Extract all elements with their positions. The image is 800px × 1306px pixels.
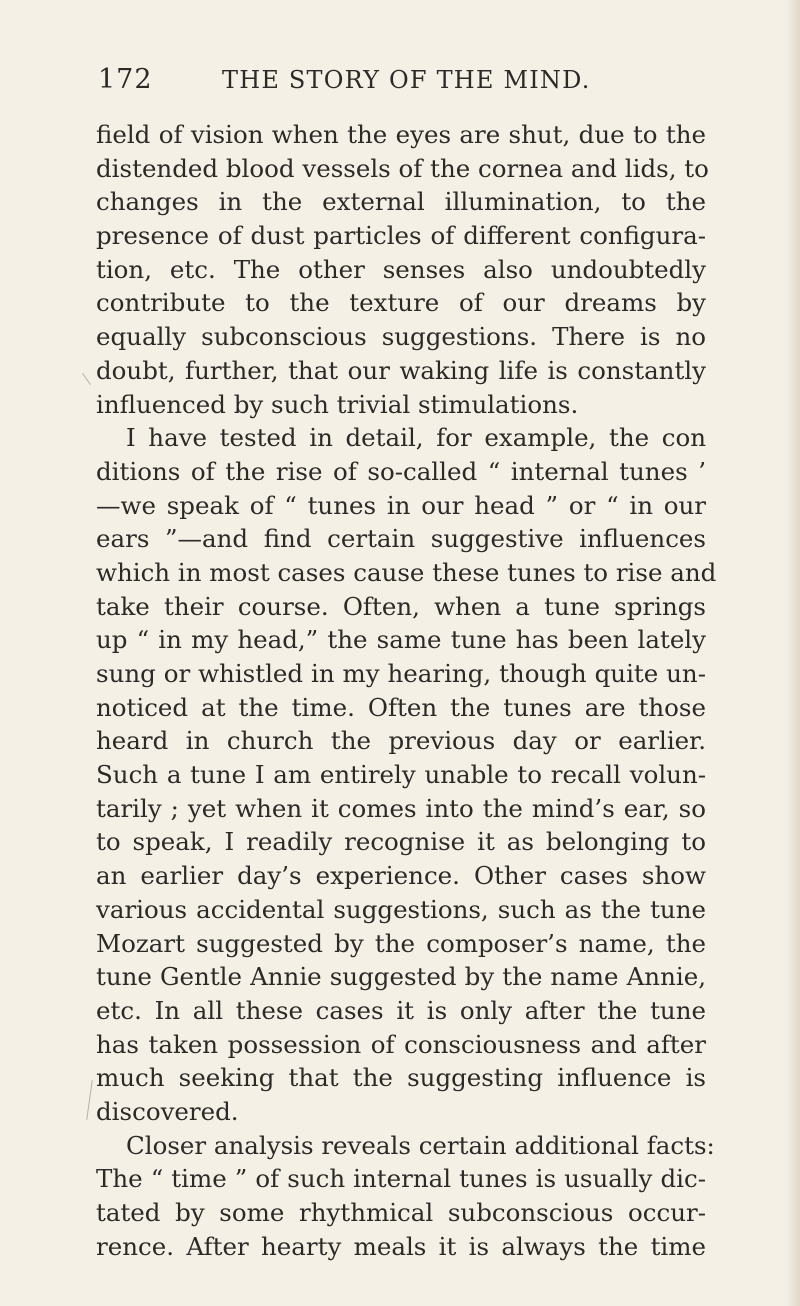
margin-mark <box>82 373 91 385</box>
running-title: THE STORY OF THE MIND. <box>222 66 591 94</box>
text-line: contribute to the texture of our dreams by <box>96 288 706 318</box>
text-line: which in most cases cause these tunes to rise and <box>96 557 717 587</box>
text-line: Such a tune I am entirely unable to recall volun- <box>96 760 706 790</box>
text-line: influenced by such trivial stimulations. <box>96 389 579 419</box>
text-line: distended blood vessels of the cornea and lids, to <box>96 153 709 183</box>
text-line: rence. After hearty meals it is always the time <box>96 1231 706 1261</box>
text-line: —we speak of “ tunes in our head ” or “ in our <box>96 490 706 520</box>
text-line: ears ”—and find certain suggestive influences <box>96 524 706 554</box>
text-line: ditions of the rise of so-called “ internal tunes ’ <box>96 456 706 486</box>
text-line: Closer analysis reveals certain additional facts: <box>126 1130 715 1160</box>
text-line: tated by some rhythmical subconscious occur- <box>96 1198 706 1227</box>
page-header <box>98 64 704 98</box>
page-edge-shadow <box>786 0 800 1306</box>
text-line: equally subconscious suggestions. There is no <box>96 322 706 352</box>
text-line: doubt, further, that our waking life is constantly <box>96 355 706 385</box>
text-line: up “ in my head,” the same tune has been lately <box>96 625 706 655</box>
text-line: much seeking that the suggesting influence is <box>96 1063 706 1093</box>
text-line: tarily ; yet when it comes into the mind’s ear, so <box>96 793 706 823</box>
text-line: heard in church the previous day or earlier. <box>96 726 706 756</box>
text-line: changes in the external illumination, to the <box>96 187 706 217</box>
text-line: The “ time ” of such internal tunes is usually dic- <box>96 1164 706 1194</box>
text-line: presence of dust particles of different configura- <box>96 221 706 251</box>
text-line: an earlier day’s experience. Other cases show <box>96 861 706 891</box>
margin-mark <box>86 1080 93 1120</box>
text-line: I have tested in detail, for example, the con <box>126 423 706 453</box>
text-line: sung or whistled in my hearing, though quite un- <box>96 659 706 688</box>
text-line: etc. In all these cases it is only after the tune <box>96 995 706 1025</box>
text-line: discovered. <box>96 1096 239 1126</box>
page-number: 172 <box>98 64 153 95</box>
body-text <box>96 118 717 1263</box>
text-line: to speak, I readily recognise it as belonging to <box>96 827 706 857</box>
text-line: tion, etc. The other senses also undoubtedly <box>96 254 706 284</box>
text-line: various accidental suggestions, such as the tune <box>96 894 706 924</box>
text-line: Mozart suggested by the composer’s name, the <box>96 928 706 958</box>
text-line: field of vision when the eyes are shut, due to the <box>96 120 706 149</box>
text-line: tune Gentle Annie suggested by the name Annie, <box>96 962 706 992</box>
text-line: take their course. Often, when a tune springs <box>96 591 706 621</box>
text-line: noticed at the time. Often the tunes are those <box>96 692 706 722</box>
text-line: has taken possession of consciousness and after <box>96 1029 706 1059</box>
